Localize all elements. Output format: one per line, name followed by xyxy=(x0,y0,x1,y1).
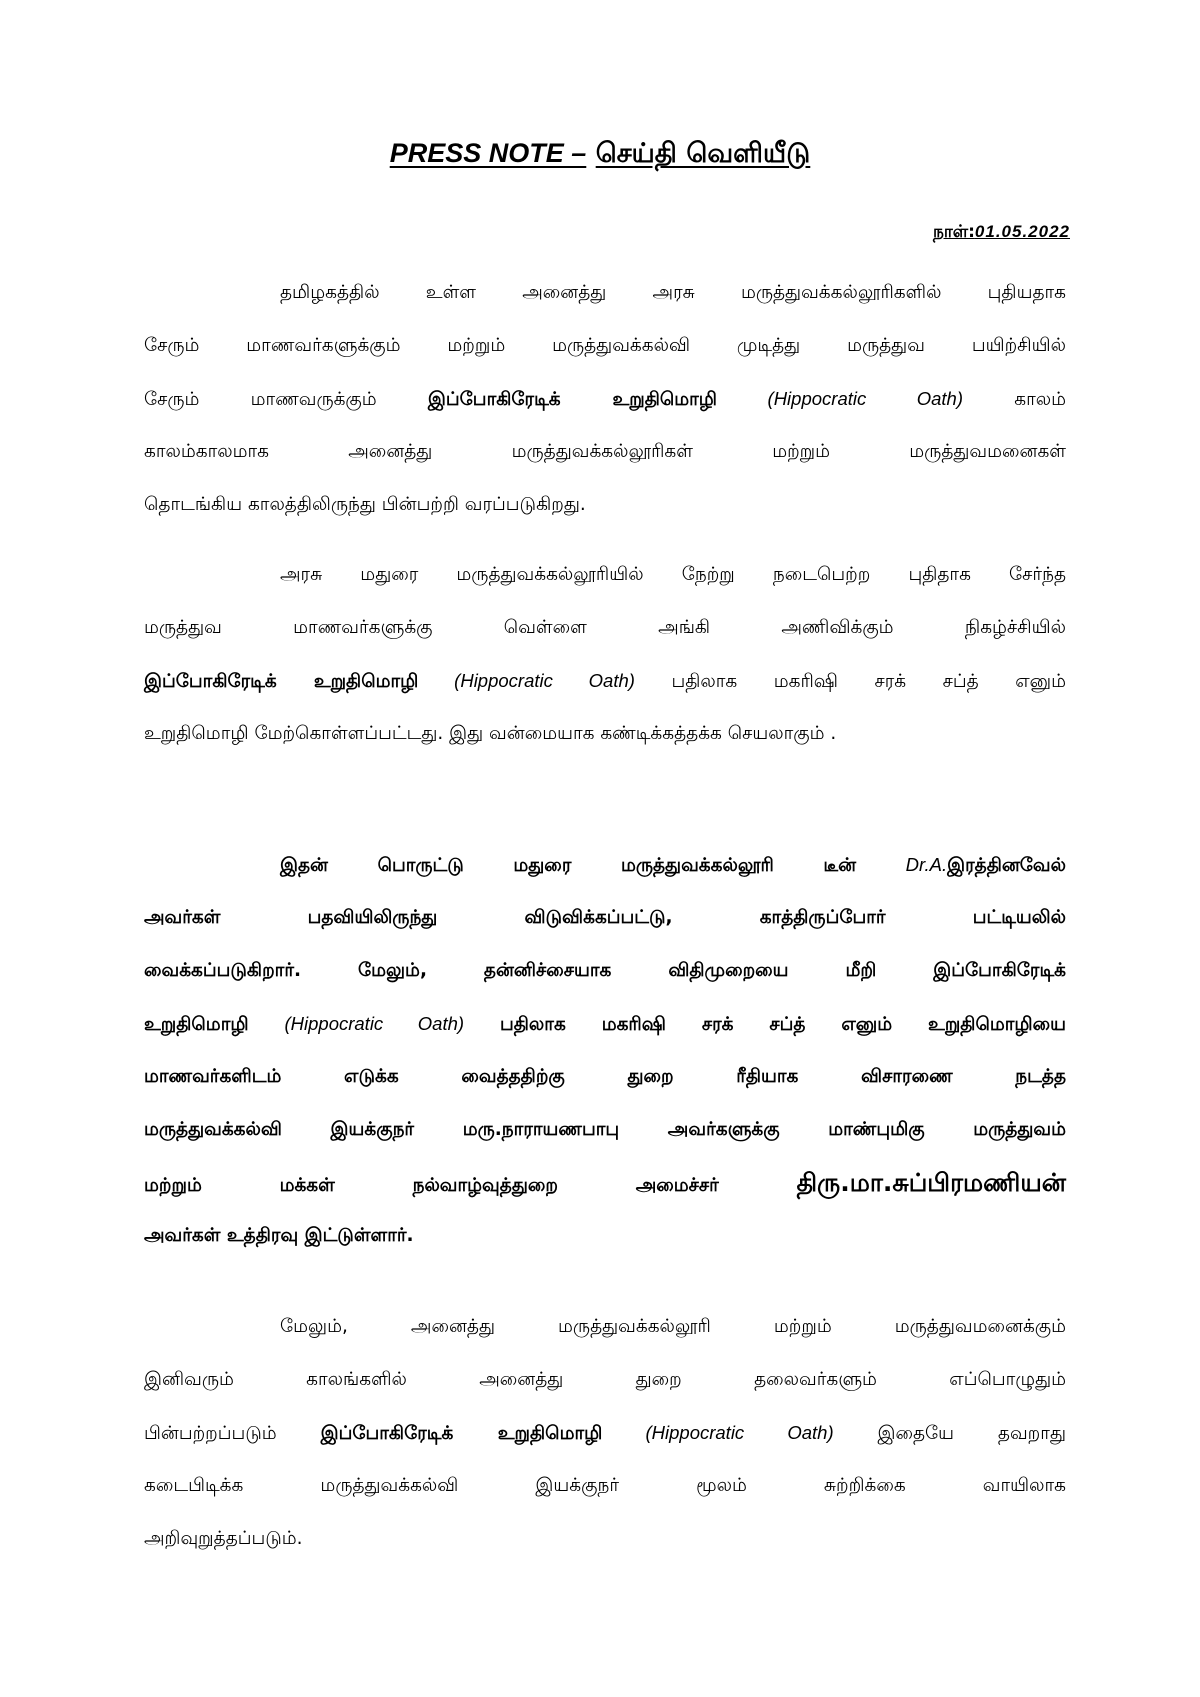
p3-line-5 xyxy=(144,1050,1066,1103)
p3-line-6 xyxy=(144,1103,1066,1156)
document-date xyxy=(933,222,1070,244)
text: அவர்கள் பதவியிலிருந்து விடுவிக்கப்பட்டு, காத்திருப்போர் பட்டியலில் xyxy=(144,907,1066,928)
text: இதன் பொருட்டு மதுரை மருத்துவக்கல்லூரி டீன் xyxy=(280,855,906,876)
text: தமிழகத்தில் உள்ள அனைத்து அரசு மருத்துவக்கல்லூரிகளில் புதியதாக xyxy=(280,282,1066,303)
p2-line-2 xyxy=(144,601,1066,654)
text: மற்றும் மக்கள் நல்வாழ்வுத்துறை அமைச்சர் xyxy=(144,1175,797,1196)
text: தொடங்கிய காலத்திலிருந்து பின்பற்றி வரப்படுகிறது. xyxy=(144,494,586,515)
hippocratic-oath-tamil: இப்போகிரேடிக் உறுதிமொழி xyxy=(144,671,419,692)
p2-line-4 xyxy=(144,707,1066,760)
date-value: 01.05.2022 xyxy=(974,222,1070,241)
text: மருத்துவக்கல்வி இயக்குநர் மரு.நாராயணபாபு அவர்களுக்கு மாண்புமிகு மருத்துவம் xyxy=(144,1119,1066,1140)
p1-line-4 xyxy=(144,425,1066,478)
text: அரசு மதுரை மருத்துவக்கல்லூரியில் நேற்று நடைபெற்ற புதிதாக சேர்ந்த xyxy=(280,564,1066,585)
minister-name: திரு.மா.சுப்பிரமணியன் xyxy=(796,1168,1066,1197)
text: கடைபிடிக்க மருத்துவக்கல்வி இயக்குநர் மூலம் சுற்றிக்கை வாயிலாக xyxy=(144,1475,1066,1496)
text: மருத்துவ மாணவர்களுக்கு வெள்ளை அங்கி அணிவிக்கும் நிகழ்ச்சியில் xyxy=(144,617,1066,638)
hippocratic-oath-tamil: இப்போகிரேடிக் உறுதிமொழி xyxy=(427,389,718,410)
text: மாணவர்களிடம் எடுக்க வைத்ததிற்கு துறை ரீதியாக விசாரணை நடத்த xyxy=(144,1066,1066,1087)
hippocratic-oath-english: (Hippocratic Oath) xyxy=(602,1422,834,1443)
text: மேலும், அனைத்து மருத்துவக்கல்லூரி மற்றும் மருத்துவமனைக்கும் xyxy=(280,1316,1066,1337)
paragraph-4 xyxy=(144,1300,1066,1565)
text: பின்பற்றப்படும் xyxy=(144,1423,321,1444)
p4-line-1 xyxy=(144,1300,1066,1353)
paragraph-1 xyxy=(144,266,1066,531)
text: இதையே தவறாது xyxy=(833,1423,1066,1444)
p2-line-3 xyxy=(144,654,1066,707)
paragraph-3 xyxy=(144,838,1066,1262)
p1-line-2 xyxy=(144,319,1066,372)
hippocratic-oath-tamil: இப்போகிரேடிக் உறுதிமொழி xyxy=(320,1423,603,1444)
dean-initial: Dr.A. xyxy=(905,854,948,875)
text: சேரும் மாணவர்களுக்கும் மற்றும் மருத்துவக்கல்வி முடித்து மருத்துவ பயிற்சியில் xyxy=(144,335,1066,356)
p3-line-1 xyxy=(144,838,1066,891)
text: பதிலாக மகரிஷி சரக் சப்த் எனும் xyxy=(634,671,1067,692)
hippocratic-oath-english: (Hippocratic Oath) xyxy=(284,1013,465,1034)
hippocratic-oath-english: (Hippocratic Oath) xyxy=(418,670,635,691)
text: பதிலாக மகரிஷி சரக் சப்த் எனும் உறுதிமொழியை xyxy=(464,1014,1066,1035)
p1-line-3 xyxy=(144,372,1066,425)
text: உறுதிமொழி xyxy=(144,1014,285,1035)
page-title xyxy=(0,138,1200,173)
p4-line-5 xyxy=(144,1512,1066,1565)
text: காலம்காலமாக அனைத்து மருத்துவக்கல்லூரிகள் மற்றும் மருத்துவமனைகள் xyxy=(144,441,1066,462)
p3-line-4 xyxy=(144,997,1066,1050)
text: இனிவரும் காலங்களில் அனைத்து துறை தலைவர்களும் எப்பொழுதும் xyxy=(144,1369,1066,1390)
text: அவர்கள் உத்திரவு இட்டுள்ளார். xyxy=(144,1225,414,1246)
p4-line-2 xyxy=(144,1353,1066,1406)
text: வைக்கப்படுகிறார். மேலும், தன்னிச்சையாக விதிமுறையை மீறி இப்போகிரேடிக் xyxy=(144,960,1066,981)
p2-line-1 xyxy=(144,548,1066,601)
p3-line-7 xyxy=(144,1156,1066,1209)
dean-name: இரத்தினவேல் xyxy=(947,855,1066,876)
p1-line-1 xyxy=(144,266,1066,319)
p3-line-8 xyxy=(144,1209,1066,1262)
paragraph-2 xyxy=(144,548,1066,760)
hippocratic-oath-english: (Hippocratic Oath) xyxy=(717,388,964,409)
p3-line-3 xyxy=(144,944,1066,997)
text: அறிவுறுத்தப்படும். xyxy=(144,1528,303,1549)
text: உறுதிமொழி மேற்கொள்ளப்பட்டது. இது வன்மையாக கண்டிக்கத்தக்க செயலாகும் . xyxy=(144,723,837,744)
text: சேரும் மாணவருக்கும் xyxy=(144,389,428,410)
title-tamil: செய்தி வெளியீடு xyxy=(595,138,811,169)
date-label: நாள்: xyxy=(932,222,975,242)
p4-line-3 xyxy=(144,1406,1066,1459)
title-english: PRESS NOTE – xyxy=(389,138,587,168)
p4-line-4 xyxy=(144,1459,1066,1512)
text: காலம் xyxy=(963,389,1067,410)
p3-line-2 xyxy=(144,891,1066,944)
p1-line-5 xyxy=(144,478,1066,531)
